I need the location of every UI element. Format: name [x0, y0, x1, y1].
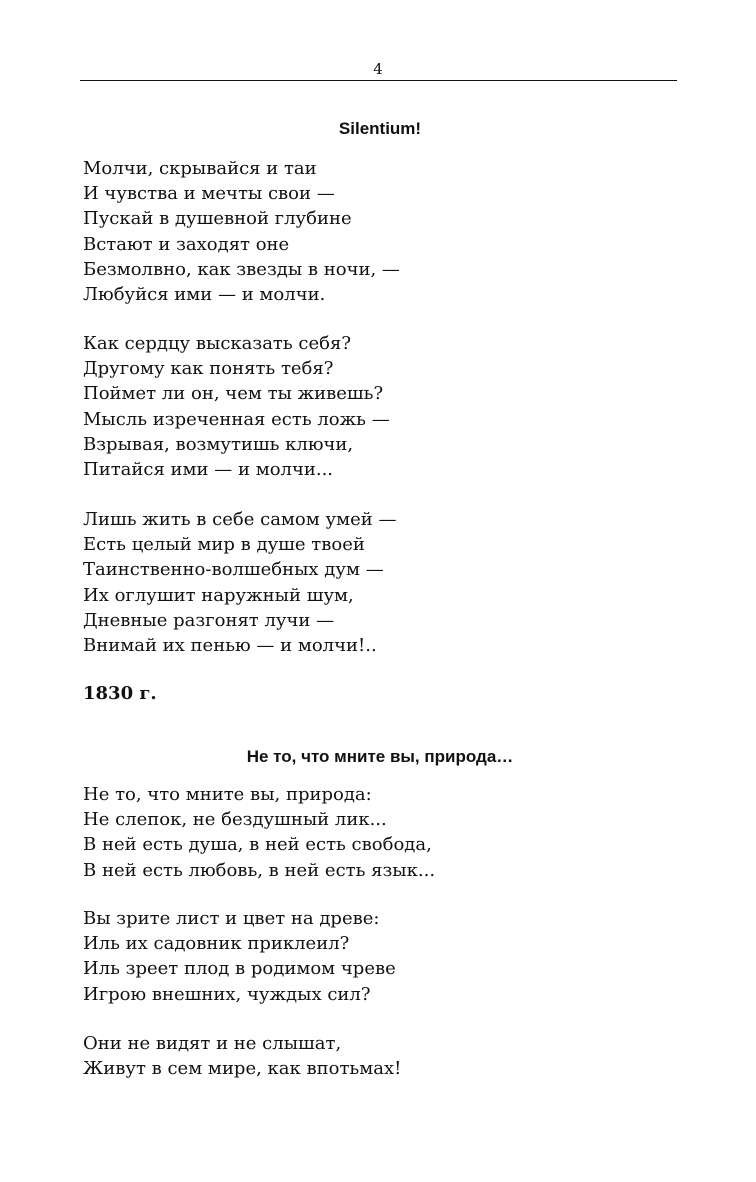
poem-line: Их оглушит наружный шум,: [83, 584, 354, 606]
poem-line: В ней есть душа, в ней есть свобода,: [83, 834, 432, 856]
poem-title-silentium: Silentium!: [338, 119, 422, 138]
poem-line: Как сердцу высказать себя?: [83, 333, 351, 354]
poem-line: Любуйся ими — и молчи.: [83, 283, 326, 305]
poem-1-stanza-1: [83, 156, 400, 307]
poem-line: Поймет ли он, чем ты живешь?: [83, 383, 384, 405]
poem-line: Живут в сем мире, как впотьмах!: [83, 1058, 402, 1080]
header-rule: [80, 80, 677, 81]
poem-line: Безмолвно, как звезды в ночи, —: [83, 258, 400, 280]
poem-1-stanza-2: [83, 331, 390, 482]
poem-date: 1830 г.: [83, 683, 157, 704]
poem-line: Вы зрите лист и цвет на древе:: [83, 908, 380, 929]
poem-line: Молчи, скрывайся и таи: [83, 158, 317, 179]
poem-line: Питайся ими — и молчи...: [83, 458, 334, 480]
poem-line: Другому как понять тебя?: [83, 358, 334, 380]
poem-line: Не то, что мните вы, природа:: [83, 784, 372, 805]
poem-line: Встают и заходят оне: [83, 233, 290, 255]
poem-line: Иль их садовник приклеил?: [83, 933, 350, 955]
poem-line: В ней есть любовь, в ней есть язык...: [83, 859, 436, 881]
poem-line: Взрывая, возмутишь ключи,: [83, 433, 354, 455]
poem-2-stanza-1: [83, 782, 435, 883]
poem-line: Дневные разгонят лучи —: [83, 609, 335, 631]
poem-line: Мысль изреченная есть ложь —: [83, 408, 390, 430]
poem-1-stanza-3: [83, 507, 396, 658]
poem-line: Игрою внешних, чуждых сил?: [83, 983, 371, 1005]
poem-line: Есть целый мир в душе твоей: [83, 534, 365, 556]
poem-line: Пускай в душевной глубине: [83, 208, 352, 230]
page-number: 4: [373, 60, 383, 78]
poem-line: Лишь жить в себе самом умей —: [83, 509, 397, 530]
poem-line: Не слепок, не бездушный лик...: [83, 809, 387, 831]
poem-line: Таинственно-волшебных дум —: [83, 559, 384, 581]
poem-line: Они не видят и не слышат,: [83, 1033, 342, 1054]
poem-line: Внимай их пенью — и молчи!..: [83, 634, 377, 656]
poem-title-ne-to: Не то, что мните вы, природа…: [246, 747, 514, 766]
poem-2-stanza-2: [83, 906, 396, 1007]
poem-2-stanza-3: [83, 1031, 401, 1081]
poem-line: И чувства и мечты свои —: [83, 183, 335, 205]
poem-line: Иль зреет плод в родимом чреве: [83, 958, 396, 980]
